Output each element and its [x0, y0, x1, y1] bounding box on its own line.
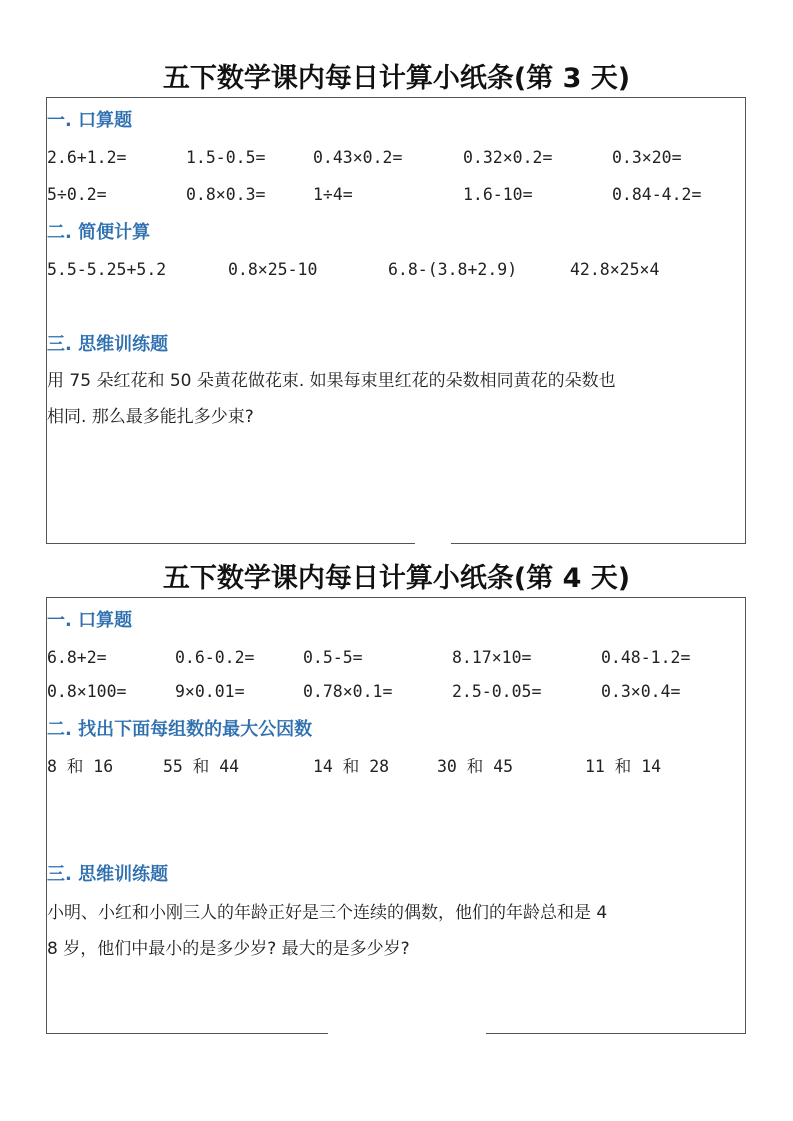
word-problem-line: 相同. 那么最多能扎多少束?: [47, 407, 254, 427]
problem-item: 0.48-1.2=: [601, 648, 691, 667]
problem-item: 14 和 28: [313, 757, 390, 776]
problem-item: 2.6+1.2=: [47, 148, 127, 167]
problem-item: 5.5-5.25+5.2: [47, 260, 167, 279]
section-heading-thinking: 三. 思维训练题: [47, 334, 169, 355]
section-heading-oral-calc: 一. 口算题: [47, 610, 133, 631]
problem-item: 0.8×0.3=: [186, 185, 266, 204]
worksheet-title: 五下数学课内每日计算小纸条(第 3 天): [162, 63, 631, 94]
problem-item: 9×0.01=: [175, 682, 245, 701]
problem-item: 1.5-0.5=: [186, 148, 266, 167]
problem-item: 0.84-4.2=: [612, 185, 702, 204]
problem-item: 11 和 14: [585, 757, 662, 776]
section-heading-gcd: 二. 找出下面每组数的最大公因数: [47, 719, 313, 740]
problem-item: 0.32×0.2=: [463, 148, 553, 167]
problem-item: 42.8×25×4: [570, 260, 660, 279]
problem-item: 0.5-5=: [303, 648, 363, 667]
section-heading-thinking: 三. 思维训练题: [47, 864, 169, 885]
problem-item: 0.6-0.2=: [175, 648, 255, 667]
section-heading-oral-calc: 一. 口算题: [47, 110, 133, 131]
problem-item: 5÷0.2=: [47, 185, 107, 204]
problem-item: 0.78×0.1=: [303, 682, 393, 701]
word-problem-line: 8 岁，他们中最小的是多少岁? 最大的是多少岁?: [47, 939, 410, 959]
problem-item: 8.17×10=: [452, 648, 532, 667]
problem-item: 0.8×25-10: [228, 260, 318, 279]
frame-gap: [328, 1032, 486, 1035]
frame-gap: [415, 542, 451, 545]
problem-item: 30 和 45: [437, 757, 514, 776]
problem-item: 0.8×100=: [47, 682, 127, 701]
problem-item: 8 和 16: [47, 757, 114, 776]
word-problem-line: 小明、小红和小刚三人的年龄正好是三个连续的偶数，他们的年龄总和是 4: [47, 903, 608, 923]
problem-item: 0.43×0.2=: [313, 148, 403, 167]
problem-item: 1÷4=: [313, 185, 353, 204]
section-heading-simplified-calc: 二. 简便计算: [47, 222, 151, 243]
problem-item: 6.8+2=: [47, 648, 107, 667]
problem-item: 6.8-(3.8+2.9): [388, 260, 518, 279]
problem-item: 2.5-0.05=: [452, 682, 542, 701]
worksheet-title: 五下数学课内每日计算小纸条(第 4 天): [162, 563, 631, 594]
word-problem-line: 用 75 朵红花和 50 朵黄花做花束. 如果每束里红花的朵数相同黄花的朵数也: [47, 371, 616, 391]
problem-item: 0.3×20=: [612, 148, 682, 167]
problem-item: 1.6-10=: [463, 185, 533, 204]
problem-item: 55 和 44: [163, 757, 240, 776]
problem-item: 0.3×0.4=: [601, 682, 681, 701]
